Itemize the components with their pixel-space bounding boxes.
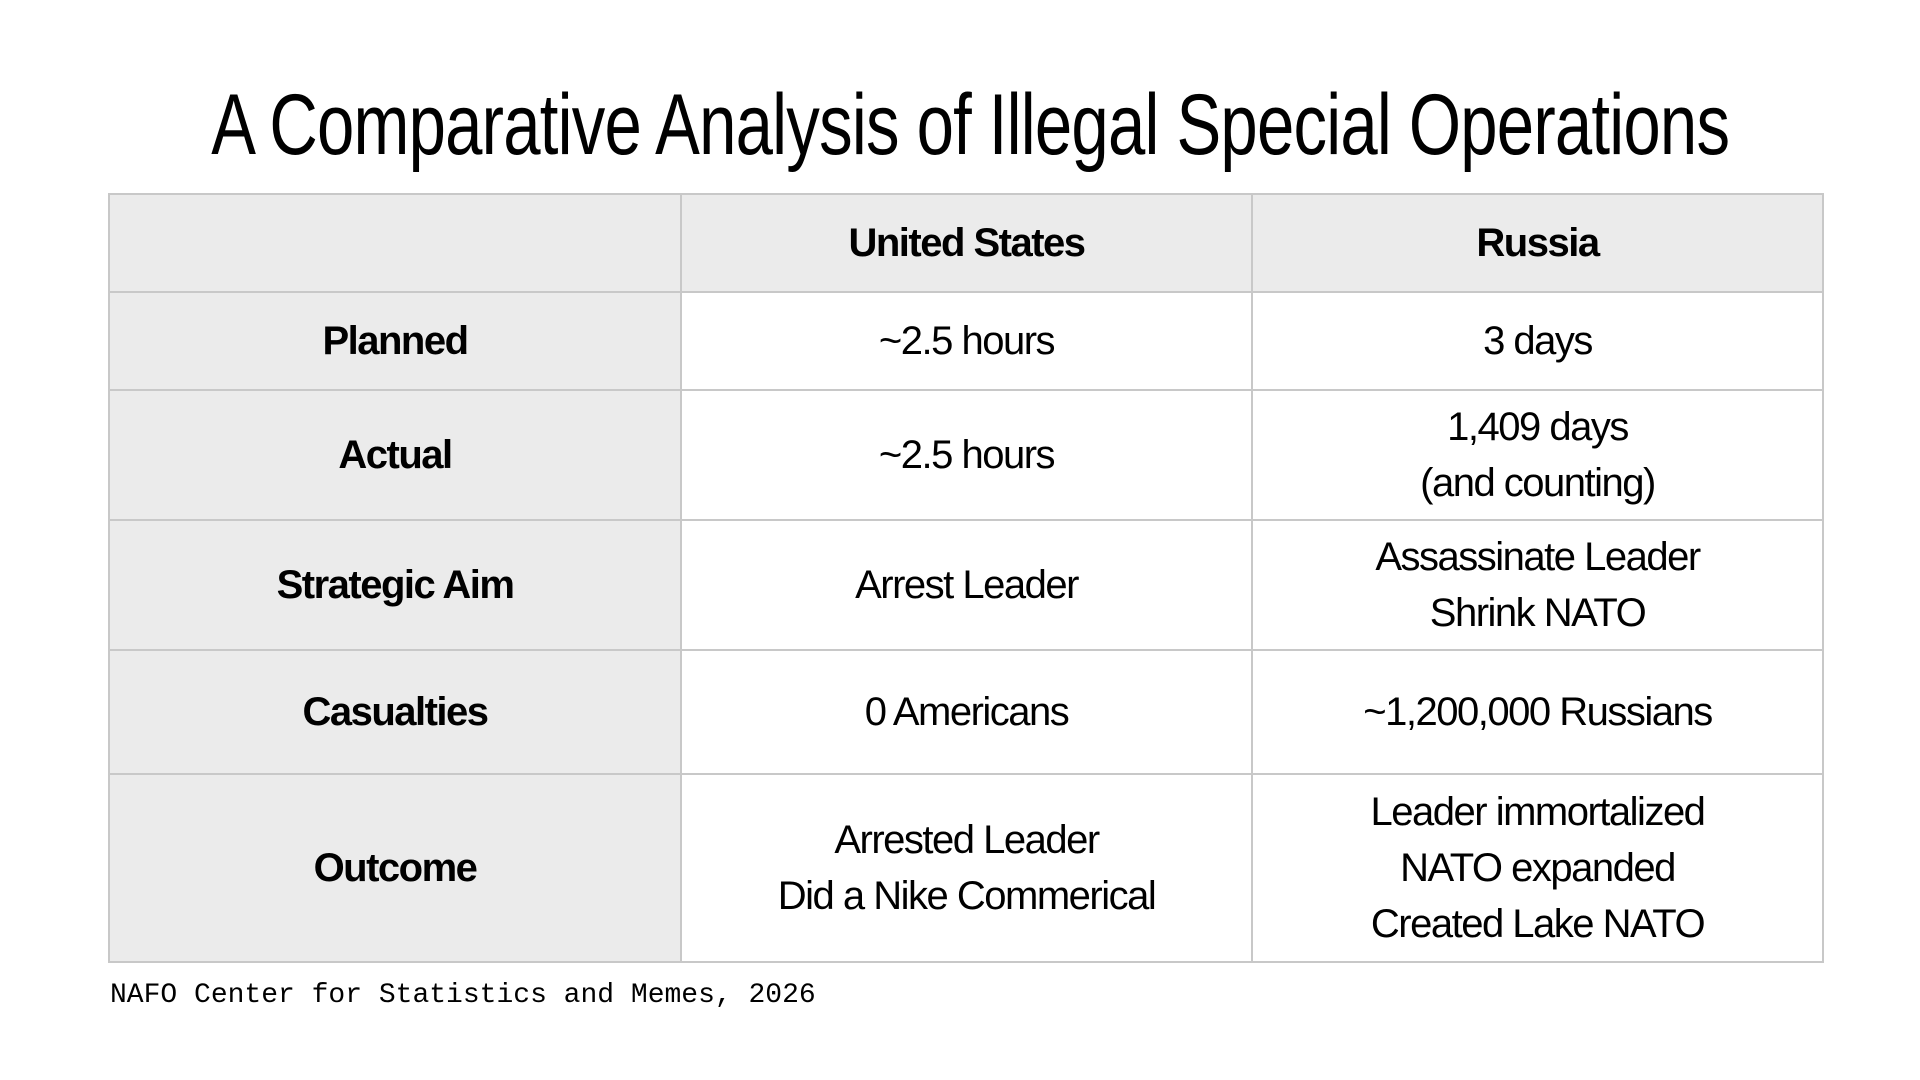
cell-actual-russia: 1,409 days (and counting) xyxy=(1252,390,1823,520)
page-title: A Comparative Analysis of Illegal Special Operations xyxy=(211,77,1730,173)
column-header-russia: Russia xyxy=(1252,194,1823,292)
table-row-casualties xyxy=(109,650,1823,774)
cell-casualties-russia: ~1,200,000 Russians xyxy=(1252,650,1823,774)
table-header-row xyxy=(109,194,1823,292)
row-label-strategic-aim: Strategic Aim xyxy=(109,520,681,650)
cell-outcome-united-states: Arrested Leader Did a Nike Commerical xyxy=(681,774,1252,962)
comparison-table xyxy=(108,193,1824,963)
row-label-planned: Planned xyxy=(109,292,681,390)
cell-planned-united-states: ~2.5 hours xyxy=(681,292,1252,390)
cell-outcome-russia: Leader immortalized NATO expanded Created Lake NATO xyxy=(1252,774,1823,962)
header-corner-cell xyxy=(109,194,681,292)
row-label-actual: Actual xyxy=(109,390,681,520)
cell-strategic-aim-united-states: Arrest Leader xyxy=(681,520,1252,650)
cell-strategic-aim-russia: Assassinate Leader Shrink NATO xyxy=(1252,520,1823,650)
table-row-planned xyxy=(109,292,1823,390)
table-row-strategic-aim xyxy=(109,520,1823,650)
table-row-outcome xyxy=(109,774,1823,962)
column-header-united-states: United States xyxy=(681,194,1252,292)
row-label-casualties: Casualties xyxy=(109,650,681,774)
cell-actual-united-states: ~2.5 hours xyxy=(681,390,1252,520)
source-footnote: NAFO Center for Statistics and Memes, 2026 xyxy=(110,980,816,1011)
table-row-actual xyxy=(109,390,1823,520)
cell-planned-russia: 3 days xyxy=(1252,292,1823,390)
row-label-outcome: Outcome xyxy=(109,774,681,962)
cell-casualties-united-states: 0 Americans xyxy=(681,650,1252,774)
